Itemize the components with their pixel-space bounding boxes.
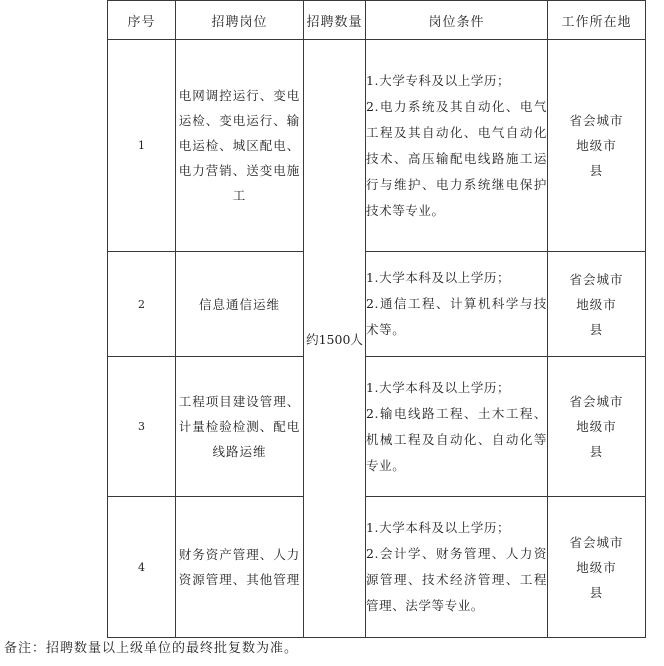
row-conditions [366,252,548,357]
location-line: 县 [589,584,604,600]
row-post: 电网调控运行、变电运检、变电运行、输电运检、城区配电、电力营销、送变电施工 [176,40,304,252]
row-index: 2 [108,252,176,357]
header-count: 招聘数量 [304,1,366,40]
condition-line: 1.大学本科及以上学历； [366,520,511,535]
row-index: 3 [108,357,176,497]
location-line: 地级市 [576,419,617,434]
row-post: 财务资产管理、人力资源管理、其他管理 [176,497,304,638]
location-line: 县 [589,163,604,178]
row-conditions [366,40,548,252]
table-header-row [108,1,646,40]
row-location [548,357,646,497]
row-location [548,497,646,638]
header-conditions: 岗位条件 [366,1,548,40]
condition-line: 2.输电线路工程、土木工程、机械工程及自动化、自动化等专业。 [366,405,547,473]
footnote: 备注：招聘数量以上级单位的最终批复数为准。 [4,641,299,656]
recruitment-table [107,0,646,638]
row-post: 工程项目建设管理、计量检验检测、配电线路运维 [176,357,304,497]
location-line: 省会城市 [569,394,624,409]
location-line: 县 [589,321,604,337]
row-location [548,252,646,357]
table-row [108,497,646,638]
row-post: 信息通信运维 [176,252,304,357]
row-index: 1 [108,40,176,252]
table-row [108,40,646,252]
location-line: 地级市 [576,296,617,312]
location-line: 省会城市 [569,113,624,128]
location-line: 地级市 [576,559,617,575]
condition-line: 1.大学专科及以上学历； [366,72,511,88]
location-line: 地级市 [576,138,617,153]
location-line: 县 [589,444,604,459]
condition-line: 2.会计学、财务管理、人力资源管理、技术经济管理、工程管理、法学等专业。 [366,546,547,613]
row-conditions [366,497,548,638]
table-row [108,252,646,357]
condition-line: 2.通信工程、计算机科学与技术等。 [366,296,547,337]
row-location [548,40,646,252]
condition-line: 2.电力系统及其自动化、电气工程及其自动化、电气自动化技术、高压输配电线路施工运行与维护、电力系统继电保护技术等专业。 [366,98,547,218]
recruit-count: 约1500人 [304,40,366,638]
header-location: 工作所在地 [548,1,646,40]
table-row [108,357,646,497]
condition-line: 1.大学本科及以上学历； [366,379,511,395]
row-conditions [366,357,548,497]
row-index: 4 [108,497,176,638]
location-line: 省会城市 [569,534,624,550]
header-index: 序号 [108,1,176,40]
header-post: 招聘岗位 [176,1,304,40]
location-line: 省会城市 [569,271,624,287]
condition-line: 1.大学本科及以上学历； [366,270,511,285]
